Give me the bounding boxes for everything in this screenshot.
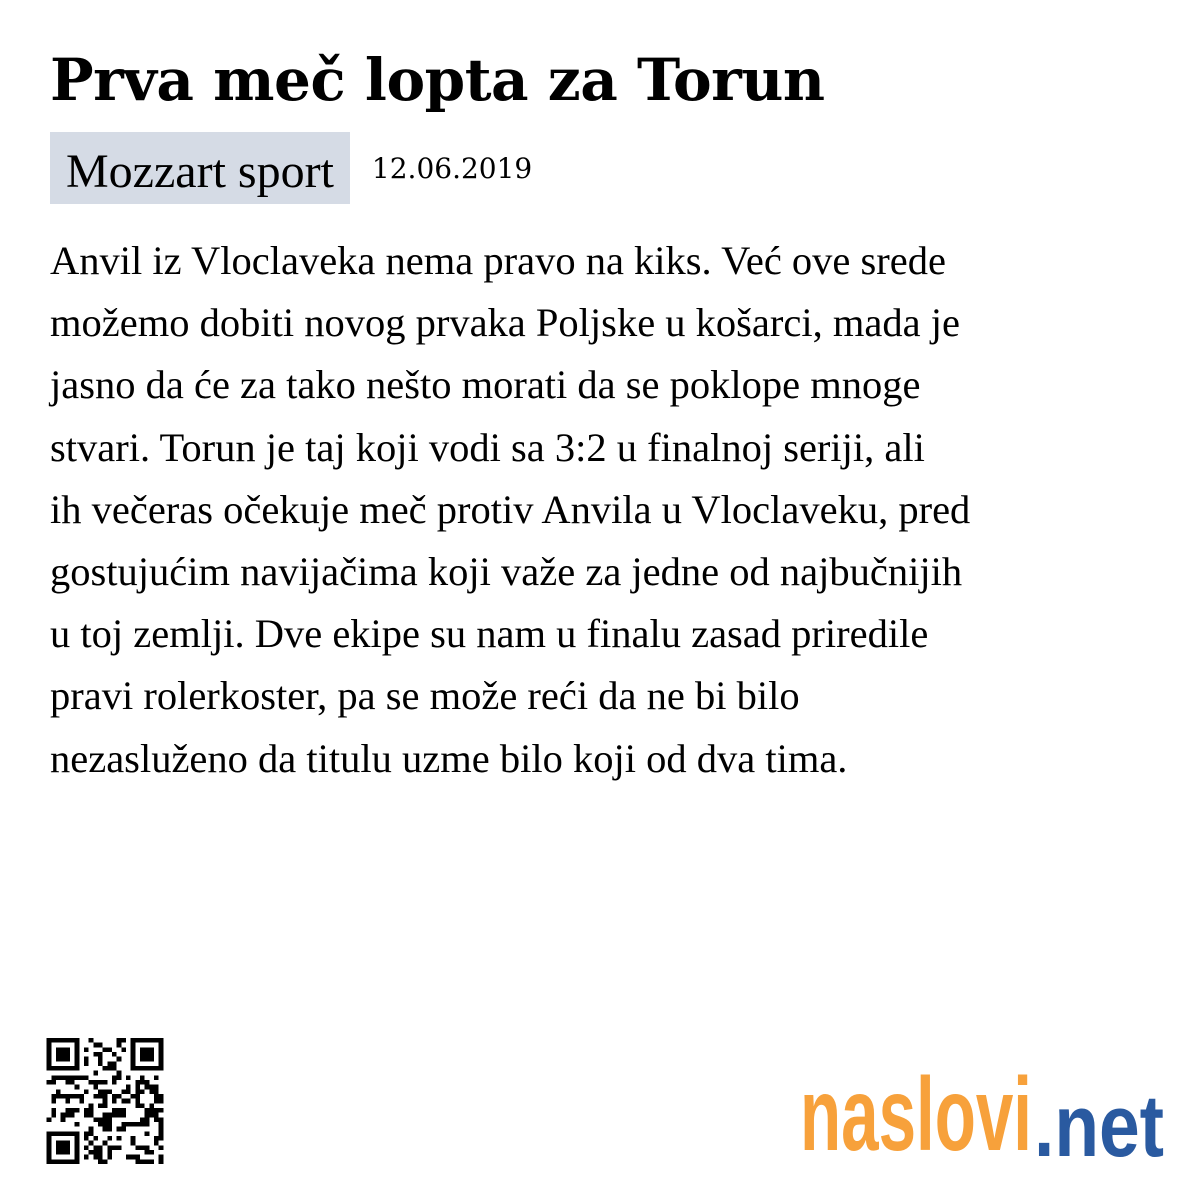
- qr-code-icon[interactable]: [46, 1038, 164, 1164]
- body-line: pravi rolerkoster, pa se može reći da ne bi bilo: [50, 673, 800, 719]
- article: [50, 0, 1160, 1200]
- body-line: gostujućim navijačima koji važe za jedne od najbučnijih: [50, 549, 963, 595]
- body-line: u toj zemlji. Dve ekipe su nam u finalu zasad priredile: [50, 611, 929, 657]
- body-line: jasno da će za tako nešto morati da se poklope mnoge: [50, 362, 921, 408]
- logo-main-text: naslovi: [800, 1058, 1032, 1168]
- article-title: Prva meč lopta za Torun: [50, 46, 825, 114]
- body-line: nezasluženo da titulu uzme bilo koji od dva tima.: [50, 735, 848, 781]
- publish-date: 12.06.2019: [371, 152, 533, 185]
- body-line: možemo dobiti novog prvaka Poljske u košarci, mada je: [50, 300, 960, 346]
- body-line: stvari. Torun je taj koji vodi sa 3:2 u finalnoj seriji, ali: [50, 424, 925, 470]
- article-body: [50, 230, 1160, 790]
- source-badge[interactable]: Mozzart sport: [50, 132, 350, 204]
- article-meta: [50, 132, 532, 204]
- body-line: ih večeras očekuje meč protiv Anvila u Vloclaveku, pred: [50, 486, 971, 532]
- logo-tld-text: .net: [1034, 1076, 1164, 1168]
- body-line: Anvil iz Vloclaveka nema pravo na kiks. Već ove srede: [50, 238, 946, 283]
- naslovi-logo[interactable]: [800, 1058, 1170, 1168]
